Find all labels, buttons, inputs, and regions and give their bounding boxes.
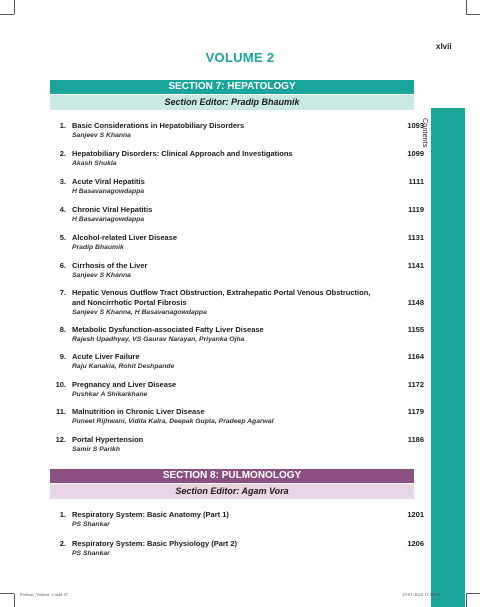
section-editor: Section Editor: Pradip Bhaumik: [164, 97, 300, 107]
entry-page: 1131: [407, 233, 424, 242]
entry-title: Alcohol-related Liver Disease: [72, 233, 178, 242]
entry-title: Malnutrition in Chronic Liver Disease: [72, 407, 205, 416]
entry-title: Pregnancy and Liver Disease: [72, 380, 177, 389]
entry-authors: PS Shankar: [72, 550, 110, 557]
entry-page: 1206: [407, 539, 424, 548]
entry-title: Acute Liver Failure: [72, 352, 140, 361]
section-title: SECTION 8: PULMONOLOGY: [162, 470, 302, 481]
entry-page: 1155: [407, 325, 424, 334]
entry-authors: Akash Shukla: [72, 160, 117, 167]
crop-mark: [466, 594, 467, 607]
entry-title: Basic Considerations in Hepatobiliary Disorders: [72, 121, 245, 130]
crop-mark: [466, 593, 480, 594]
entry-number: 12.: [55, 435, 66, 444]
section-header-hepatology: [50, 80, 414, 94]
section-editor-bar: [50, 484, 414, 499]
entry-authors: H Basavanagowdappa: [72, 188, 145, 195]
entry-number: 5.: [59, 233, 66, 242]
entry-number: 8.: [59, 325, 66, 334]
entry-page: 1179: [407, 407, 424, 416]
entry-page: 1172: [407, 380, 424, 389]
entry-number: 7.: [59, 288, 66, 297]
entry-page: 1164: [407, 352, 424, 361]
section-title: SECTION 7: HEPATOLOGY: [168, 81, 296, 92]
crop-mark: [14, 594, 15, 607]
crop-mark: [0, 593, 14, 594]
entry-title: Respiratory System: Basic Physiology (Part 2): [72, 539, 238, 548]
entry-authors: Rajesh Upadhyay, VS Gaurav Narayan, Priyanka Ojha: [72, 336, 245, 343]
section-editor: Section Editor: Agam Vora: [175, 486, 289, 496]
entry-authors: PS Shankar: [72, 521, 110, 528]
entry-number: 6.: [59, 261, 66, 270]
entry-title: Hepatic Venous Outflow Tract Obstruction, Extrahepatic Portal Venous Obstruction, and Noncirrhotic Portal Fibrosis: [72, 288, 371, 307]
entry-number: 1.: [59, 510, 66, 519]
entry-number: 9.: [59, 352, 66, 361]
contents-tab-label: Contents: [421, 118, 428, 148]
entry-title: Metabolic Dysfunction-associated Fatty Liver Disease: [72, 325, 264, 334]
entry-number: 1.: [59, 121, 66, 130]
crop-mark: [466, 14, 480, 15]
entry-number: 2.: [59, 149, 66, 158]
entry-authors: Pradip Bhaumik: [72, 244, 124, 251]
entry-title: Chronic Viral Hepatitis: [72, 205, 153, 214]
entry-page: 1119: [408, 205, 424, 214]
volume-title: VOLUME 2: [205, 50, 275, 65]
entry-page: 1201: [407, 510, 424, 519]
entry-authors: Sanjeev S Khanna, H Basavanagowdappa: [72, 309, 207, 316]
crop-mark: [466, 0, 467, 14]
entry-title: Acute Viral Hepatitis: [72, 177, 145, 186]
entry-title: Respiratory System: Basic Anatomy (Part 1): [72, 510, 229, 519]
entry-page: 1148: [407, 298, 424, 307]
entry-authors: Raju Kanakia, Rohit Deshpande: [72, 363, 175, 370]
print-slug-file: Prelims_Volume 1.indd 47: [20, 592, 69, 597]
print-slug-timestamp: 25-01-2024 11:59:53: [402, 592, 440, 597]
entry-title: Cirrhosis of the Liver: [72, 261, 148, 270]
section-header-pulmonology: [50, 469, 414, 483]
crop-mark: [0, 14, 14, 15]
entry-number: 4.: [59, 205, 66, 214]
entry-authors: Pushkar A Shikarkhane: [72, 391, 148, 398]
entry-page: 1093: [407, 121, 424, 130]
contents-side-tab: [431, 108, 465, 607]
entry-page: 1186: [407, 435, 424, 444]
entry-authors: H Basavanagowdappa: [72, 216, 145, 223]
entry-authors: Puneet Rijhwani, Vidita Kalra, Deepak Gupta, Pradeep Agarwal: [72, 418, 274, 425]
entry-page: 1141: [407, 261, 424, 270]
entry-page: 1111: [408, 177, 424, 186]
entry-title: Hepatobiliary Disorders: Clinical Approach and Investigations: [72, 149, 293, 158]
entry-number: 3.: [59, 177, 66, 186]
entry-number: 11.: [55, 407, 66, 416]
entry-authors: Sanjeev S Khanna: [72, 272, 131, 279]
entry-authors: Sanjeev S Khanna: [72, 132, 131, 139]
entry-title: Portal Hypertension: [72, 435, 144, 444]
entry-number: 2.: [59, 539, 66, 548]
entry-authors: Samir S Parikh: [72, 446, 120, 453]
crop-mark: [14, 0, 15, 14]
entry-page: 1099: [407, 149, 424, 158]
entry-number: 10.: [55, 380, 66, 389]
section-editor-bar: [50, 95, 414, 110]
page-number: xlvii: [436, 42, 452, 51]
